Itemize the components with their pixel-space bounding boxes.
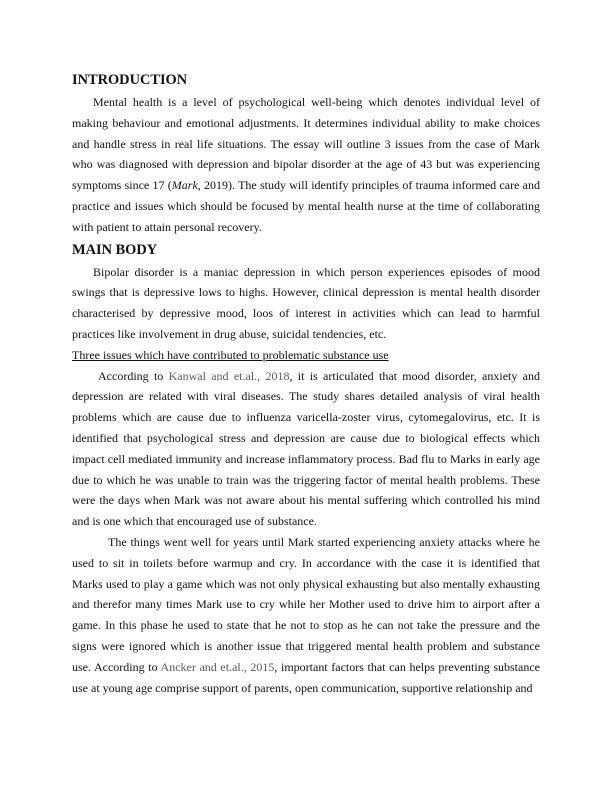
- introduction-paragraph: [72, 92, 540, 238]
- citation-ancker: Ancker and et.al., 2015: [160, 659, 275, 674]
- anxiety-text-before: The things went well for years until Mark started experiencing anxiety attacks where he used to sit in toilets before warmup and cry. In accordance with the case it is identified that Marks used to play a game which was not only physical exhausting but also mentally exhausting and therefor many times Mark use to cry while her Mother used to drive him to airport after a game. In this phase he used to state that he not to stop as he can not take the pressure and the signs were ignored which is another issue that triggered mental health problem and substance use. According to: [72, 534, 540, 674]
- viral-text-before: According to: [98, 368, 169, 383]
- viral-text-after: , it is articulated that mood disorder, anxiety and depression are related with viral diseases. The study shares detailed analysis of viral health problems which are cause due to influenza varicella-zoster virus, cytomegalovirus, etc. It is identified that psychological stress and depression are cause due to biological effects which impact cell mediated immunity and increase inflammatory process. Bad flu to Marks in early age due to which he was unable to train was the triggering factor of mental health problems. These were the days when Mark was not aware about his mental suffering which controlled his mind and is one which that encouraged use of substance.: [72, 368, 541, 529]
- intro-text-before: Mental health is a level of psychological well-being which denotes individual level of making behaviour and emotional adjustments. It determines individual ability to make choices and handle stress in real life situations. The essay will outline 3 issues from the case of Mark who was diagnosed with depression and bipolar disorder at the age of 43 but was experiencing symptoms since 17 (: [72, 95, 540, 193]
- anxiety-text-after: , important factors that can helps preventing substance use at young age comprise support of parents, open communication, supportive relationship and: [72, 659, 540, 695]
- citation-kanwal: Kanwal and et.al., 2018: [168, 368, 290, 383]
- main-body-paragraph-viral: [72, 366, 540, 532]
- page-content: [72, 70, 541, 695]
- substance-use-subheading: Three issues which have contributed to problematic substance use: [72, 347, 389, 362]
- introduction-heading: INTRODUCTION: [72, 72, 188, 88]
- main-body-heading: MAIN BODY: [72, 241, 158, 258]
- main-body-paragraph-anxiety: [72, 532, 540, 695]
- main-body-paragraph-bipolar: Bipolar disorder is a maniac depression in which person experiences episodes of mood swings that is depressive lows to highs. However, clinical depression is mental health disorder characterised by depressive mood, loos of interest in activities which can lead to harmful practices like involvement in drug abuse, suicidal tendencies, etc.: [72, 264, 540, 341]
- intro-citation-author: Mark: [171, 178, 198, 193]
- intro-text-after: , 2019). The study will identify principles of trauma informed care and practice and issues which should be focused by mental health nurse at the time of collaborating with patient to attain personal recovery.: [72, 178, 540, 234]
